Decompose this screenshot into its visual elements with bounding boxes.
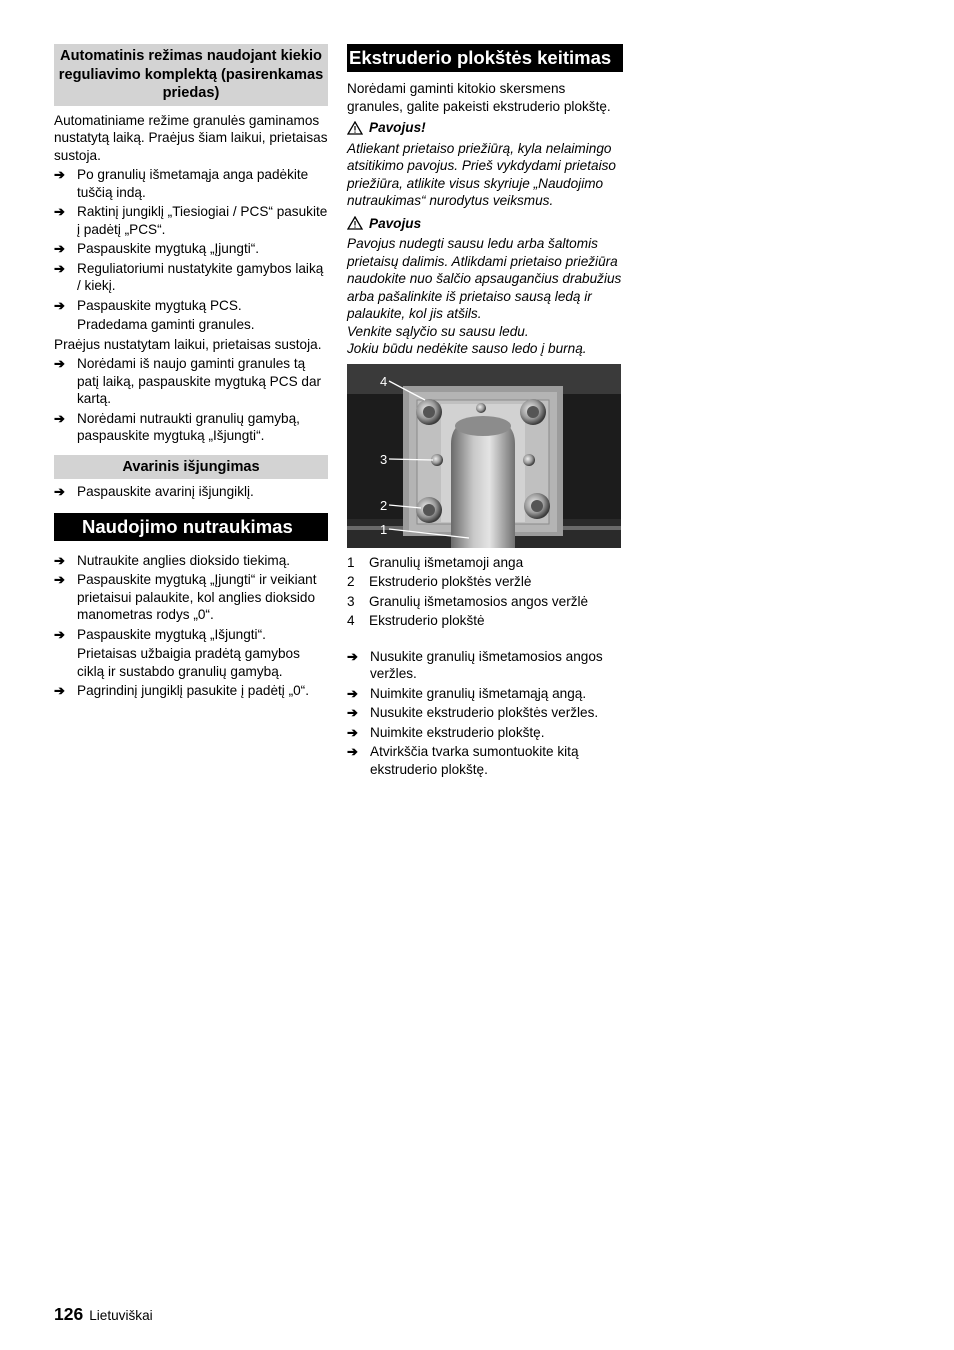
list-item: ➔ Atvirkščia tvarka sumontuokite kitą ekstruderio plokštę. xyxy=(347,744,579,777)
heading-shutdown: Naudojimo nutraukimas xyxy=(54,513,328,541)
callout-4: 4 xyxy=(380,373,388,389)
automatic-mode-intro: Automatiniame režime granulės gaminamos nustatytą laiką. Praėjus šiam laikui, prietaisas sustoja. xyxy=(54,112,328,163)
heading-emergency-stop: Avarinis išjungimas xyxy=(54,455,328,480)
list-item: ➔ Paspauskite mygtuką „Įjungti“ ir veikiant prietaisui palaukite, kol anglies dioksido manometras rodys „0“. xyxy=(54,572,317,622)
page-number: 126 xyxy=(54,1304,84,1324)
steps-shutdown xyxy=(54,552,328,644)
arrow-right-icon: ➔ xyxy=(347,724,358,740)
legend-item: 3 Granulių išmetamosios angos veržlė xyxy=(347,593,589,609)
extruder-photo-illustration xyxy=(347,364,621,548)
list-item: ➔ Raktinį jungiklį „Tiesiogiai / PCS“ pasukite į padėtį „PCS“. xyxy=(54,204,328,237)
time-elapsed-note: Praėjus nustatytam laikui, prietaisas sustoja. xyxy=(54,336,322,352)
page-footer xyxy=(54,1306,153,1325)
heading-extruder-plate-change: Ekstruderio plokštės keitimas xyxy=(347,44,623,72)
arrow-right-icon: ➔ xyxy=(347,705,358,720)
warning-2-title: Pavojus xyxy=(347,215,623,233)
list-item: ➔ Norėdami nutraukti granulių gamybą, paspauskite mygtuką „Išjungti“. xyxy=(54,410,300,443)
step-result: Pradedama gaminti granules. xyxy=(77,317,255,332)
warning-1-text: Atliekant prietaiso priežiūrą, kyla nelaimingo atsitikimo pavojus. Prieš vykdydami prietaiso priežiūra, atlikite visus skyriuje „Naudojimo nutraukimas“ nurodytus veiksmus. xyxy=(347,140,616,208)
arrow-right-icon: ➔ xyxy=(347,648,358,664)
callout-3: 3 xyxy=(380,451,388,467)
list-item: ➔ Paspauskite mygtuką PCS. xyxy=(54,297,242,313)
arrow-right-icon: ➔ xyxy=(54,297,65,313)
arrow-right-icon: ➔ xyxy=(54,167,65,182)
steps-extruder-change xyxy=(347,648,623,779)
legend-item: 4 Ekstruderio plokštė xyxy=(347,613,485,628)
arrow-right-icon: ➔ xyxy=(54,260,65,276)
list-item: ➔ Paspauskite mygtuką „Išjungti“. xyxy=(54,626,266,642)
callout-1: 1 xyxy=(380,521,388,537)
arrow-right-icon: ➔ xyxy=(347,744,358,759)
arrow-right-icon: ➔ xyxy=(54,572,65,587)
list-item: ➔ Nuimkite granulių išmetamąją angą. xyxy=(347,685,587,701)
list-item: ➔ Paspauskite avarinį išjungiklį. xyxy=(54,484,254,499)
left-column xyxy=(54,44,328,700)
list-item: ➔ Nutraukite anglies dioksido tiekimą. xyxy=(54,552,291,568)
arrow-right-icon: ➔ xyxy=(54,356,65,371)
footer-language: Lietuviškai xyxy=(89,1308,153,1323)
warning-2-text: Pavojus nudegti sausu ledu arba šaltomis prietaisų dalimis. Atlikdami prietaiso priežiūra naudokite nuo šalčio apsaugančius drabužius arba pašalinkite iš prietaiso sausą ledą ir palaukite, kol jis atšils. xyxy=(347,236,622,321)
warning-triangle-icon xyxy=(347,216,363,230)
arrow-right-icon: ➔ xyxy=(54,484,65,499)
steps-automatic-repeat xyxy=(54,355,328,445)
steps-emergency-stop xyxy=(54,483,328,501)
steps-automatic-start xyxy=(54,166,328,314)
list-item: ➔ Reguliatoriumi nustatykite gamybos laiką / kiekį. xyxy=(54,260,324,293)
warning-1-title: Pavojus! xyxy=(347,119,623,137)
right-column xyxy=(347,44,623,778)
list-item: ➔ Nuimkite ekstruderio plokštę. xyxy=(347,724,545,740)
legend-item: 2 Ekstruderio plokštės veržlė xyxy=(347,574,532,589)
list-item: ➔ Norėdami iš naujo gaminti granules tą patį laiką, paspauskite mygtuką PCS dar kartą. xyxy=(54,356,322,406)
steps-main-switch xyxy=(54,682,328,700)
arrow-right-icon: ➔ xyxy=(54,241,65,256)
arrow-right-icon: ➔ xyxy=(54,410,65,426)
heading-automatic-mode: Automatinis režimas naudojant kiekio reguliavimo komplektą (pasirenkamas priedas) xyxy=(54,44,328,106)
figure-legend xyxy=(347,554,623,630)
list-item: ➔ Paspauskite mygtuką „Įjungti“. xyxy=(54,241,260,256)
arrow-right-icon: ➔ xyxy=(54,204,65,219)
list-item: ➔ Pagrindinį jungiklį pasukite į padėtį „0“. xyxy=(54,683,309,698)
list-item: ➔ Nusukite ekstruderio plokštės veržles. xyxy=(347,705,599,720)
step-result: Prietaisas užbaigia pradėtą gamybos ciklą ir sustabdo granulių gamybą. xyxy=(77,646,300,679)
list-item: ➔ Po granulių išmetamąja anga padėkite tuščią indą. xyxy=(54,167,309,200)
warning-2-line2: Venkite sąlyčio su sausu ledu. xyxy=(347,323,529,339)
extruder-photo xyxy=(347,364,621,548)
callout-2: 2 xyxy=(380,497,388,513)
warning-2-line3: Jokiu būdu nedėkite sauso ledo į burną. xyxy=(347,341,587,356)
list-item: ➔ Nusukite granulių išmetamosios angos veržles. xyxy=(347,648,603,681)
arrow-right-icon: ➔ xyxy=(54,626,65,642)
warning-triangle-icon xyxy=(347,121,363,135)
arrow-right-icon: ➔ xyxy=(347,685,358,701)
arrow-right-icon: ➔ xyxy=(54,552,65,568)
legend-item: 1 Granulių išmetamoji anga xyxy=(347,554,524,570)
arrow-right-icon: ➔ xyxy=(54,683,65,698)
extruder-intro: Norėdami gaminti kitokio skersmens granules, galite pakeisti ekstruderio plokštę. xyxy=(347,81,611,114)
